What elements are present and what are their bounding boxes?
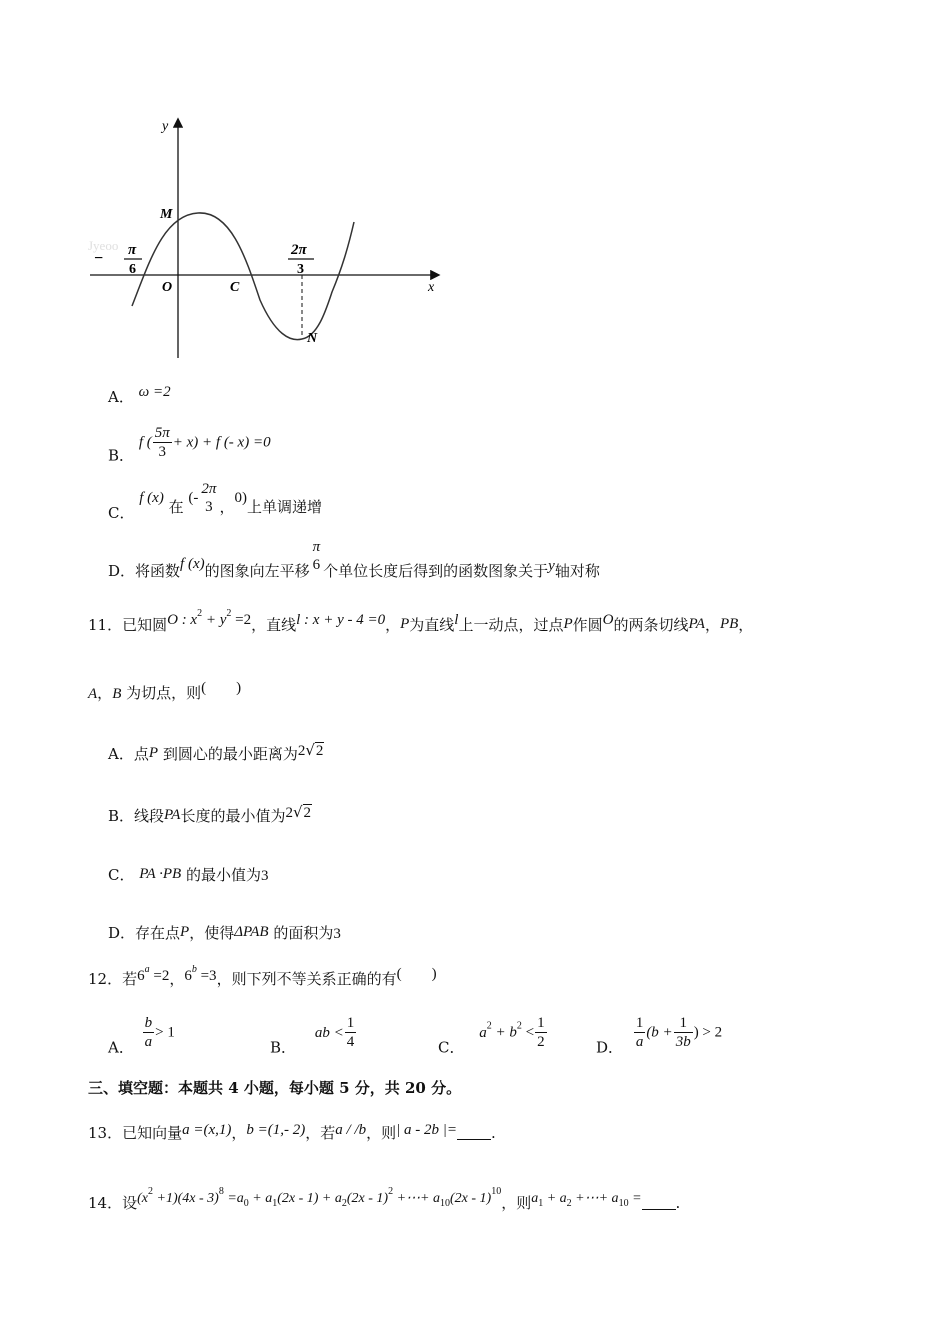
- option-math: > 1: [155, 1024, 175, 1041]
- question-text: 的两条切线: [613, 616, 689, 634]
- option-label: C．: [438, 1038, 465, 1057]
- option-label: C．: [108, 866, 135, 884]
- option-label: A．: [108, 388, 134, 406]
- option-label: D．: [596, 1038, 624, 1057]
- option-text: 点: [133, 745, 149, 763]
- option-math: ΔPAB: [234, 924, 269, 940]
- label-C: C: [230, 280, 240, 295]
- question-math: =3: [196, 968, 217, 984]
- option-math: 3: [333, 926, 341, 942]
- question-text: 为直线: [409, 616, 455, 634]
- fraction: π 6: [312, 539, 321, 573]
- option-text: 轴对称: [554, 562, 600, 580]
- question-math: PB: [719, 616, 739, 632]
- label-neg-sign: −: [94, 250, 104, 267]
- option-text: 个单位长度后得到的函数图象关于: [323, 562, 549, 580]
- question-math: (2x - 1) + a: [277, 1191, 342, 1206]
- fraction: $\frac{5\pi}{3}$: [154, 425, 170, 460]
- option-math: f (: [138, 434, 152, 451]
- option-math: + x) + f (- x) =0: [172, 434, 271, 451]
- option-math: ab <: [314, 1024, 344, 1041]
- question-text: ，则: [366, 1124, 397, 1142]
- fraction: $\frac{1}{2}$: [537, 1015, 545, 1050]
- question-text: .: [675, 1194, 681, 1212]
- option-text: 在: [168, 498, 184, 516]
- fraction: 2π 3: [201, 481, 217, 515]
- question-math: A: [88, 686, 98, 702]
- question-number: 13．: [88, 1124, 123, 1142]
- label-2pi3-den: 3: [297, 262, 304, 277]
- q12-option-c: C． $a^2 + b^2$ < $\frac{1}{2}$: [438, 1015, 545, 1057]
- q12-option-d: [596, 1014, 722, 1060]
- question-text: ，: [738, 616, 754, 634]
- question-math: l: [454, 612, 459, 628]
- question-text: 为切点，则: [126, 684, 202, 702]
- question-text: 若: [122, 970, 138, 988]
- answer-blank[interactable]: [457, 1125, 491, 1140]
- question-text: ，: [169, 970, 185, 988]
- q12-option-a: [108, 1014, 175, 1060]
- question-math: (2x - 1): [449, 1191, 492, 1206]
- sine-curve: [132, 213, 354, 340]
- option-math: a: [479, 1024, 487, 1041]
- question-text: ，: [704, 616, 720, 634]
- question-math: =2: [231, 612, 252, 628]
- option-math: y: [548, 558, 555, 574]
- option-text: 的图象向左平移: [204, 562, 310, 580]
- label-M: M: [160, 207, 173, 222]
- question-text: 作圆: [572, 616, 603, 634]
- option-math: ω =2: [138, 384, 171, 400]
- q14-stem: 14．设$(x^2 +1)(4x - 3)^8 =a^0 + a^1(2x - 1) + a^2(2x - 1)^2$ +⋯+ $a^{10}(2x - 1)^{10}$，则$a^1 + a^2$ +⋯+ $a^{10}$ = .: [88, 1186, 681, 1212]
- question-math: O: [602, 612, 614, 628]
- option-text: 存在点: [135, 924, 181, 942]
- option-math: P: [148, 745, 159, 761]
- question-math: =a: [223, 1191, 244, 1206]
- label-N: N: [307, 331, 318, 346]
- question-math: (2x - 1): [346, 1191, 389, 1206]
- q11-stem-line2: [88, 678, 241, 704]
- question-text: ，则下列不等关系正确的有: [216, 970, 397, 988]
- watermark: Jyeoo: [88, 238, 119, 253]
- option-text: ，: [219, 498, 235, 516]
- question-math: +⋯+ a: [571, 1191, 619, 1206]
- label-neg-pi-den: 6: [129, 262, 136, 277]
- q10-option-d: [108, 538, 600, 582]
- function-graph: [80, 110, 460, 370]
- q12-stem: [88, 960, 437, 989]
- option-math: 2: [285, 805, 293, 821]
- question-text: .: [491, 1124, 496, 1142]
- option-math: f (x): [180, 556, 205, 572]
- question-math: b =(1,- 2): [246, 1122, 306, 1138]
- option-text: 到圆心的最小距离为: [162, 745, 298, 763]
- label-neg-pi-num: π: [128, 242, 137, 258]
- question-math: l : x + y - 4 =0: [296, 612, 386, 628]
- option-text: 将函数: [135, 562, 181, 580]
- option-math: PA ·PB: [139, 866, 182, 882]
- question-text: 已知向量: [122, 1124, 183, 1142]
- q10-option-a: [108, 382, 171, 407]
- question-math: | a - 2b |=: [396, 1122, 458, 1138]
- option-text: 上单调递增: [246, 498, 322, 516]
- question-math: a: [531, 1191, 539, 1206]
- option-math: + b: [491, 1024, 517, 1041]
- option-label: A．: [108, 1038, 134, 1057]
- question-math: =: [628, 1191, 642, 1206]
- question-math: =2: [149, 968, 170, 984]
- question-math: +1)(4x - 3): [153, 1191, 219, 1206]
- q11-option-d: [108, 922, 341, 944]
- label-2pi3-num: 2π: [291, 242, 307, 258]
- label-O: O: [162, 280, 173, 295]
- sqrt-symbol: √2: [305, 741, 324, 759]
- q11-option-a: [108, 740, 324, 764]
- q12-option-b: [270, 1014, 357, 1060]
- option-text: 长度的最小值为: [180, 807, 286, 825]
- question-math: + a: [543, 1191, 567, 1206]
- question-text: ，: [385, 616, 401, 634]
- option-label: B．: [108, 807, 135, 825]
- option-text: ，使得: [189, 924, 235, 942]
- question-text: 设: [122, 1194, 138, 1212]
- option-label: C．: [108, 504, 135, 522]
- option-math: (-: [188, 490, 199, 506]
- option-math: 2: [297, 743, 306, 759]
- option-text: 线段: [134, 807, 165, 825]
- option-math: 3: [261, 868, 269, 884]
- fraction: $\frac{1}{a}$: [635, 1015, 644, 1050]
- fraction: $\frac{b}{a}$: [144, 1015, 153, 1050]
- question-math: a / /b: [335, 1122, 367, 1138]
- label-x: x: [428, 280, 435, 295]
- question-math: + y: [202, 612, 227, 628]
- question-math: 6: [137, 968, 145, 984]
- q10-option-c: [108, 480, 322, 524]
- option-text: 的面积为: [273, 924, 334, 942]
- fraction: $\frac{1}{3b}$: [675, 1015, 691, 1050]
- answer-blank[interactable]: [642, 1195, 676, 1210]
- q11-option-b: [108, 802, 312, 826]
- question-number: 11．: [88, 616, 123, 634]
- question-number: 12．: [88, 970, 123, 988]
- question-math: a =(x,1): [182, 1122, 232, 1138]
- question-math: B: [112, 686, 122, 702]
- question-text: ，若: [305, 1124, 336, 1142]
- label-y: y: [162, 119, 169, 134]
- question-math: P: [400, 616, 410, 632]
- option-math: ) > 2: [693, 1024, 723, 1041]
- question-math: (x: [137, 1191, 148, 1206]
- question-math: +⋯+ a: [393, 1191, 440, 1206]
- section-title: 三、填空题：本题共 4 小题，每小题 5 分，共 20 分。: [88, 1079, 462, 1097]
- fraction: $\frac{1}{4}$: [346, 1015, 355, 1050]
- option-math: PA: [164, 807, 181, 823]
- question-math: + a: [248, 1191, 273, 1206]
- option-label: A．: [108, 745, 134, 763]
- question-math: b: [191, 964, 197, 975]
- answer-paren: ( ): [396, 966, 437, 982]
- option-label: B．: [108, 446, 135, 465]
- option-math: f (x): [139, 490, 164, 506]
- question-math: PA: [688, 616, 705, 632]
- question-math: a: [144, 964, 150, 975]
- q11-stem: 11．已知圆O : $x^2 + y^2 =2$，直线l : x + y - 4 =0，P为直线l上一动点，过点P作圆O的两条切线PA，PB，: [88, 608, 754, 634]
- question-math: 6: [184, 968, 192, 984]
- option-math: (b +: [646, 1024, 673, 1041]
- option-label: B．: [270, 1038, 297, 1057]
- option-label: D．: [108, 562, 136, 580]
- question-math: P: [563, 616, 573, 632]
- option-text: 的最小值为: [186, 866, 262, 884]
- q10-option-b: [108, 424, 271, 466]
- question-number: 14．: [88, 1194, 123, 1212]
- option-label: D．: [108, 924, 136, 942]
- sqrt-symbol: √2: [292, 803, 312, 821]
- question-text: 上一动点，过点: [458, 616, 564, 634]
- q11-option-c: [108, 864, 269, 886]
- question-math: O : x: [167, 612, 198, 628]
- answer-paren: ( ): [201, 680, 242, 696]
- q13-stem: [88, 1120, 496, 1143]
- option-math: <: [521, 1024, 535, 1041]
- question-text: ，: [97, 684, 113, 702]
- question-text: ，直线: [251, 616, 297, 634]
- question-text: ，则: [501, 1194, 532, 1212]
- question-text: ，: [231, 1124, 247, 1142]
- option-math: P: [180, 924, 190, 940]
- question-text: 已知圆: [122, 616, 168, 634]
- option-math: 0): [234, 490, 247, 506]
